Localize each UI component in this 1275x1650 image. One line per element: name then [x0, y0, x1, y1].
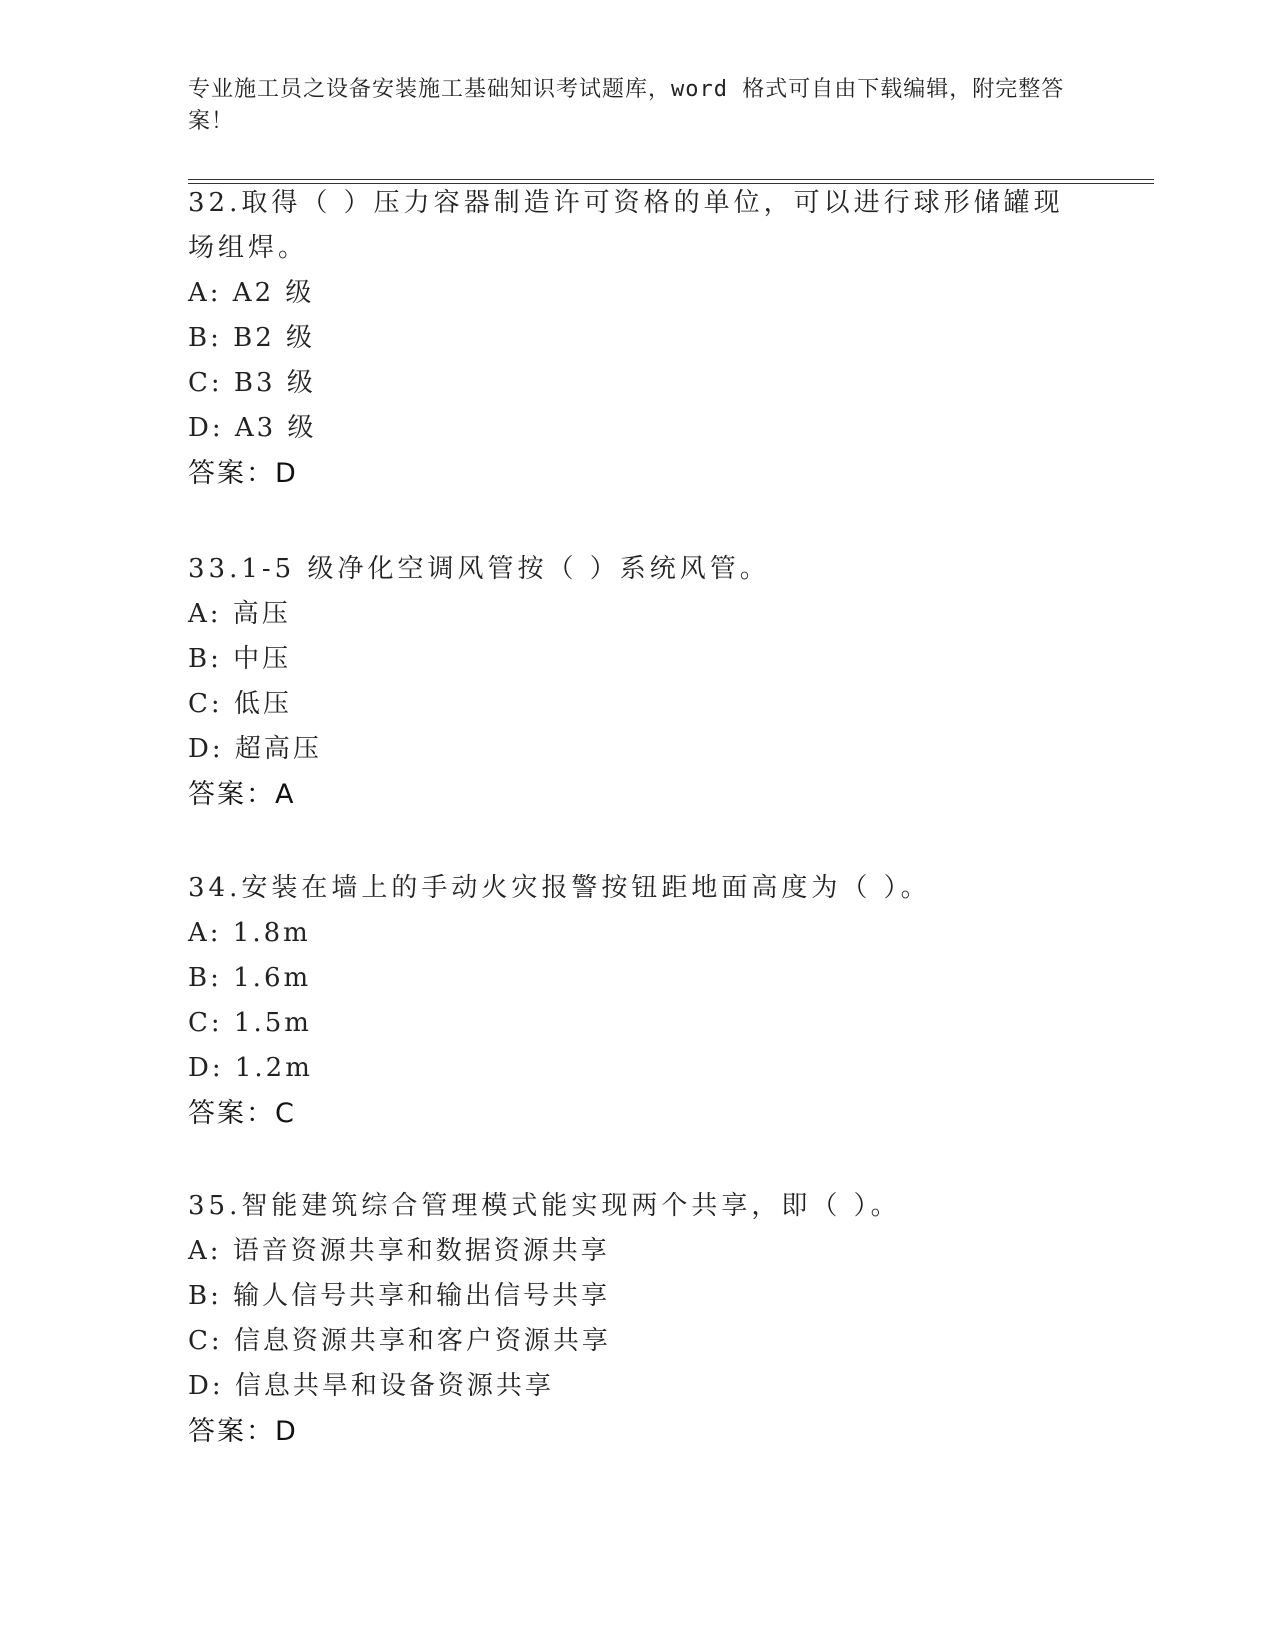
option-a: A: 高压: [188, 599, 291, 629]
answer: 答案：D: [188, 1416, 298, 1447]
option-c: C: 低压: [188, 689, 292, 719]
option-b: B: B2 级: [188, 323, 316, 353]
document-intro: 专业施工员之设备安装施工基础知识考试题库，word 格式可自由下载编辑，附完整答案！: [188, 77, 1065, 134]
option-a: A: A2 级: [188, 278, 315, 308]
question-32: [188, 181, 1088, 496]
question-stem: 34.安装在墙上的手动火灾报警按钮距地面高度为（ ）。: [188, 873, 931, 903]
option-b: B: 1.6m: [188, 963, 312, 993]
question-34: [188, 866, 1088, 1136]
option-c: C: 信息资源共享和客户资源共享: [188, 1326, 611, 1356]
option-d: D: A3 级: [188, 413, 317, 443]
question-stem: 33.1-5 级净化空调风管按（ ）系统风管。: [188, 554, 770, 584]
answer: 答案：A: [188, 779, 296, 810]
answer: 答案：D: [188, 458, 298, 489]
option-a: A: 1.8m: [188, 918, 311, 948]
header-divider-top: [188, 179, 1154, 180]
question-stem: 32.取得（ ）压力容器制造许可资格的单位，可以进行球形储罐现场组焊。: [188, 188, 1064, 263]
option-d: D: 信息共旱和设备资源共享: [188, 1371, 554, 1401]
question-stem: 35.智能建筑综合管理模式能实现两个共享，即（ ）。: [188, 1191, 901, 1221]
option-b: B: 中压: [188, 644, 292, 674]
question-33: [188, 547, 1088, 817]
option-d: D: 1.2m: [188, 1053, 313, 1083]
option-c: C: 1.5m: [188, 1008, 312, 1038]
answer: 答案：C: [188, 1098, 296, 1129]
option-d: D: 超高压: [188, 734, 322, 764]
option-a: A: 语音资源共享和数据资源共享: [188, 1236, 610, 1266]
question-35: [188, 1184, 1088, 1454]
option-c: C: B3 级: [188, 368, 316, 398]
option-b: B: 输人信号共享和输出信号共享: [188, 1281, 611, 1311]
